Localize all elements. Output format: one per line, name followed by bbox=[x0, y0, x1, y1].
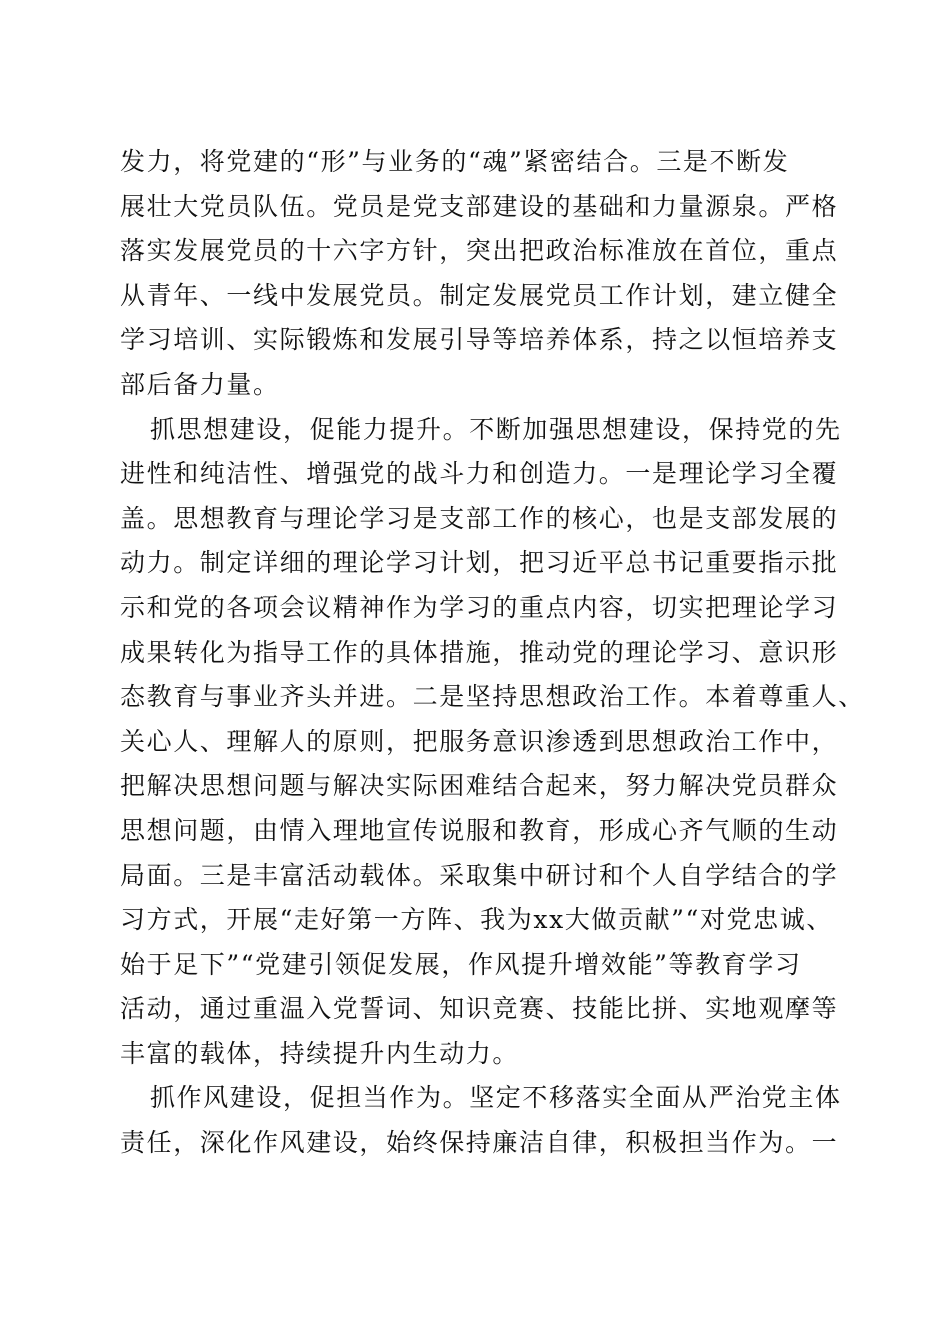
text-line: 示和党的各项会议精神作为学习的重点内容，切实把理论学习 bbox=[120, 592, 839, 622]
text-line: 责任，深化作风建设，始终保持廉洁自律，积极担当作为。一 bbox=[120, 1128, 839, 1158]
text-line: 局面。三是丰富活动载体。采取集中研讨和个人自学结合的学 bbox=[120, 860, 839, 890]
text-line: 盖。思想教育与理论学习是支部工作的核心，也是支部发展的 bbox=[120, 503, 839, 533]
text-line: 思想问题，由情入理地宣传说服和教育，形成心齐气顺的生动 bbox=[120, 815, 839, 845]
text-line: 丰富的载体，持续提升内生动力。 bbox=[120, 1038, 520, 1068]
text-line: 成果转化为指导工作的具体措施，推动党的理论学习、意识形 bbox=[120, 637, 839, 667]
document-body bbox=[120, 140, 865, 1166]
text-line: 发力，将党建的“形”与业务的“魂”紧密结合。三是不断发 bbox=[120, 147, 790, 176]
text-line: 进性和纯洁性、增强党的战斗力和创造力。一是理论学习全覆 bbox=[120, 459, 839, 489]
paragraph-first-line: 抓思想建设，促能力提升。不断加强思想建设，保持党的先 bbox=[150, 414, 842, 444]
text-line: 始于足下”“党建引领促发展，作风提升增效能”等教育学习 bbox=[120, 949, 802, 979]
text-line: 学习培训、实际锻炼和发展引导等培养体系，持之以恒培养支 bbox=[120, 325, 839, 355]
text-line: 习方式，开展“走好第一方阵、我为xx大做贡献”“对党忠诚、 bbox=[120, 905, 833, 935]
text-line: 部后备力量。 bbox=[120, 369, 280, 399]
text-line: 关心人、理解人的原则，把服务意识渗透到思想政治工作中， bbox=[120, 726, 839, 756]
paragraph-first-line: 抓作风建设，促担当作为。坚定不移落实全面从严治党主体 bbox=[150, 1083, 842, 1113]
text-line: 态教育与事业齐头并进。二是坚持思想政治工作。本着尊重人、 bbox=[120, 682, 865, 712]
text-line: 动力。制定详细的理论学习计划，把习近平总书记重要指示批 bbox=[120, 548, 839, 578]
text-line: 落实发展党员的十六字方针，突出把政治标准放在首位，重点 bbox=[120, 236, 839, 266]
text-line: 活动，通过重温入党誓词、知识竞赛、技能比拼、实地观摩等 bbox=[120, 994, 839, 1024]
text-line: 把解决思想问题与解决实际困难结合起来，努力解决党员群众 bbox=[120, 771, 839, 801]
text-line: 从青年、一线中发展党员。制定发展党员工作计划，建立健全 bbox=[120, 280, 839, 310]
text-line: 展壮大党员队伍。党员是党支部建设的基础和力量源泉。严格 bbox=[120, 191, 839, 221]
